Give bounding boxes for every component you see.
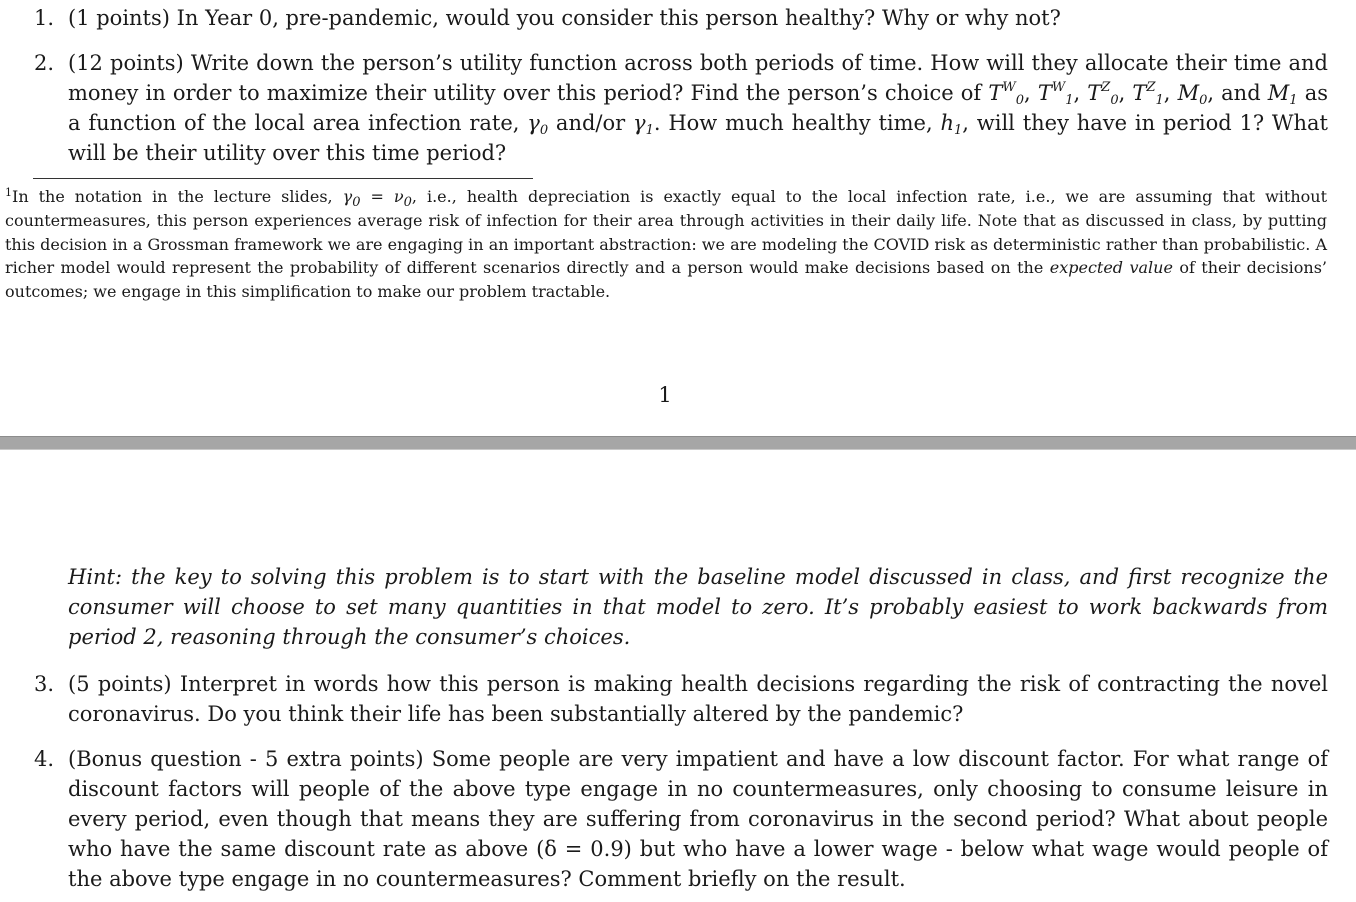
pdf-page-2 (0, 450, 1356, 902)
question-4 (34, 744, 1328, 894)
math-T1Z: $T^Z_1$ (1132, 80, 1164, 108)
question-4-text: (Bonus question - 5 extra points) Some people are very impatient and have a low discount factor. For what range of discount factors will people of the above type engage in no countermeasures, only choosing to consume leisure in every period, even though that means they are suffering from coronavirus in the second period? What about people who have the same discount rate as above (δ = 0.9) but who have a lower wage - below what wage would people of the above type engage in no countermeasures? Comment briefly on the result. (68, 747, 1328, 891)
question-3-text: (5 points) Interpret in words how this person is making health decisions regarding the risk of contracting the novel coronavirus. Do you think their life has been substantially altered by the pandemic? (68, 672, 1328, 726)
math-delta: (δ = 0.9) (536, 837, 632, 861)
question-2 (34, 48, 1328, 168)
footnote-1: $^1$In the notation in the lecture slides, $\gamma_0 = \nu_0$, i.e., health depreciation is exactly equal to the local infection rate, i.e., we are assuming that without countermeasures, this person experiences average risk of infection for their area through activities in their daily life. Note that as discussed in class, by putting this decision in a Grossman framework we are engaging in an important abstraction: we are modeling the COVID risk as deterministic rather than probabilistic. A richer model would represent the probability of different scenarios directly and a person would make decisions based on the expected value of their decisions’ outcomes; we engage in this simplification to make our problem tractable. (5, 186, 1328, 302)
question-1-text: (1 points) In Year 0, pre-pandemic, would you consider this person healthy? Why or why not? (68, 6, 1061, 30)
math-gamma0: $\gamma_0$ (527, 111, 549, 138)
math-T0W: $T^W_0$ (988, 80, 1025, 108)
math-gamma1: $\gamma_1$ (633, 111, 654, 138)
math-T0Z: $T^Z_0$ (1087, 80, 1119, 108)
page-separator (0, 436, 1356, 450)
footnote-mark: 1 (5, 186, 12, 199)
math-h1: $h_1$ (940, 111, 963, 138)
math-gamma0-eq-nu0: $\gamma_0 = \nu_0$ (342, 187, 412, 210)
question-2-number: 2. (34, 51, 55, 75)
hint-paragraph: Hint: the key to solving this problem is to start with the baseline model discussed in class, and first recognize the consumer will choose to set many quantities in that model to zero. It’s probably easiest to work backwards from period 2, reasoning through the consumer’s choices. (68, 565, 1328, 649)
math-M0: $M_0$ (1177, 81, 1208, 108)
question-3-number: 3. (34, 672, 55, 696)
question-4-number: 4. (34, 747, 55, 771)
footnote-rule (33, 178, 533, 179)
question-2-text: (12 points) Write down the person’s utility function across both periods of time. How will they allocate their time and money in order to maximize their utility over this period? Find the person’s choice of $T^W_0$, $T^W_1$, $T^Z_0$, $T^Z_1$, $M_0$, and $M_1$ as a function of the local area infection rate, $\gamma_0$ and/or $\gamma_1$. How much healthy time, $h_1$, will they have in period 1? What will be their utility over this time period? (68, 51, 1328, 165)
math-T1W: $T^W_1$ (1037, 80, 1074, 108)
page-number: 1 (658, 383, 672, 407)
pdf-page-1 (0, 0, 1356, 436)
footnote-emphasis: expected value (1049, 258, 1173, 278)
question-1 (34, 3, 1328, 33)
question-3 (34, 669, 1328, 729)
math-M1: $M_1$ (1267, 81, 1298, 108)
question-1-number: 1. (34, 6, 55, 30)
